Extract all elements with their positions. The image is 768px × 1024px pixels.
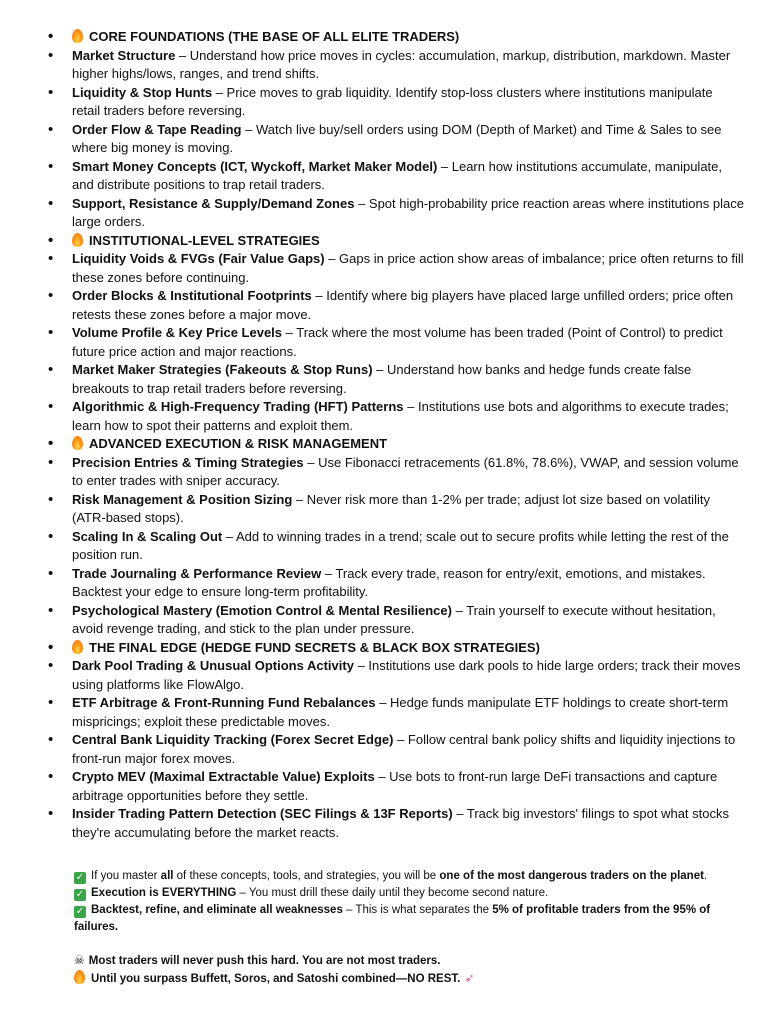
list-item [0,250,768,287]
item-description: – Understand how price moves in cycles: accumulation, markup, distribution, markdown. Master higher highs/lows, ranges, and trend shifts. [72,47,731,81]
item-term: Smart Money Concepts (ICT, Wyckoff, Market Maker Model) [72,158,438,174]
list-item [0,158,768,195]
bullet-list [0,28,768,842]
note-execution: ✓ Execution is EVERYTHING – You must drill these daily until they become second nature. [75,887,549,900]
item-description: – Learn how institutions accumulate, manipulate, and distribute positions to trap retail traders. [72,158,722,192]
item-description: – Spot high-probability price reaction areas where institutions place large orders. [72,195,744,229]
item-term: Market Maker Strategies (Fakeouts & Stop Runs) [72,362,373,377]
section-title: THE FINAL EDGE (HEDGE FUND SECRETS & BLACK BOX STRATEGIES) [89,639,540,655]
list-item [0,768,768,805]
section-title: ADVANCED EXECUTION & RISK MANAGEMENT [89,436,388,451]
item-description: – Hedge funds manipulate ETF holdings to create short-term mispricings; exploit these predictable moves. [72,695,729,729]
bullet-marker: • [48,287,54,304]
item-term: Dark Pool Trading & Unusual Options Activity [72,658,354,673]
item-term: Liquidity & Stop Hunts [72,84,213,100]
item-term: Algorithmic & High-Frequency Trading (HFT) Patterns [72,399,404,414]
item-description: – Add to winning trades in a trend; scale out to secure profits while letting the rest of the position run. [72,528,729,562]
bullet-marker: • [48,490,54,508]
bullet-marker: • [48,398,54,415]
bullet-marker: • [48,194,54,212]
bullet-marker: • [48,361,54,378]
bullet-marker: • [48,435,54,452]
list-item [0,195,768,232]
bullet-marker: • [48,768,54,785]
section-header [0,232,768,251]
note-backtest: ✓ Backtest, refine, and eliminate all weaknesses – This is what separates the 5% of profitable traders from the 95% of failures. [74,904,711,933]
item-term: Order Blocks & Institutional Footprints [72,288,312,303]
item-term: Support, Resistance & Supply/Demand Zones [72,195,355,211]
item-term: Liquidity Voids & FVGs (Fair Value Gaps) [72,251,325,266]
list-item [0,731,768,768]
item-term: Crypto MEV (Maximal Extractable Value) Exploits [72,769,375,784]
bullet-marker: • [48,28,54,45]
bullet-marker: • [48,83,54,101]
bullet-marker: • [48,805,54,822]
list-item [0,528,768,565]
note-most-traders: ☠ Most traders will never push this hard. You are not most traders. [74,953,441,967]
item-description: – Use bots to front-run large DeFi transactions and capture arbitrage opportunities before they settle. [72,769,718,803]
fire-icon [72,233,83,247]
list-item [0,657,768,694]
item-description: – Institutions use dark pools to hide large orders; track their moves using platforms like FlowAlgo. [72,658,741,692]
item-description: – Identify where big players have placed large unfilled orders; price often retests these zones before a major move. [72,288,734,322]
list-item [0,565,768,602]
check-box-icon: ✓ [75,906,85,917]
list-item [0,121,768,158]
item-description: – Track where the most volume has been traded (Point of Control) to predict future price action and major reactions. [72,325,723,359]
item-description: – Follow central bank policy shifts and liquidity injections to front-run major forex moves. [72,732,736,766]
list-item [0,287,768,324]
bullet-marker: • [48,120,54,138]
bullet-marker: • [48,638,54,656]
note-master: ✓ If you master all of these concepts, tools, and strategies, you will be one of the most dangerous traders on the planet. [75,870,708,883]
list-item [0,398,768,435]
note-no-rest: Until you surpass Buffett, Soros, and Satoshi combined—NO REST. ➶ [74,970,744,988]
section-title: INSTITUTIONAL-LEVEL STRATEGIES [89,232,320,248]
bullet-marker: • [48,601,54,619]
section-header [0,28,768,47]
bullet-marker: • [48,157,54,175]
item-description: – Use Fibonacci retracements (61.8%, 78.6%), VWAP, and session volume to enter trades with sniper accuracy. [72,454,739,488]
bullet-marker: • [48,250,54,267]
closing-notes [74,868,744,988]
bullet-marker: • [48,46,54,64]
bullet-marker: • [48,694,54,711]
item-term: Insider Trading Pattern Detection (SEC Filings & 13F Reports) [72,806,453,821]
list-item [0,602,768,639]
item-description: – Track big investors' filings to spot what stocks they're accumulating before the market reacts. [72,806,729,840]
bullet-marker: • [48,564,54,582]
section-title: CORE FOUNDATIONS (THE BASE OF ALL ELITE TRADERS) [89,29,460,44]
item-term: Order Flow & Tape Reading [72,121,242,137]
item-description: – Institutions use bots and algorithms to execute trades; learn how to spot their patterns and exploit them. [72,399,729,433]
bullet-marker: • [48,324,54,341]
item-term: Precision Entries & Timing Strategies [72,454,304,470]
item-description: – Track every trade, reason for entry/exit, emotions, and mistakes. Backtest your edge to ensure long-term profitability. [72,565,706,599]
item-term: Volume Profile & Key Price Levels [72,325,283,340]
list-item [0,361,768,398]
list-item [0,47,768,84]
check-box-icon: ✓ [75,889,85,900]
bullet-marker: • [48,731,54,748]
fire-icon [72,640,83,654]
bullet-marker: • [48,657,54,674]
item-description: – Gaps in price action show areas of imbalance; price often returns to fill these zones before continuing. [72,251,744,285]
fire-icon [72,29,83,43]
section-header [0,639,768,658]
bullet-marker: • [48,453,54,471]
list-item [0,491,768,528]
item-term: ETF Arbitrage & Front-Running Fund Rebalances [72,695,376,710]
item-description: – Price moves to grab liquidity. Identify stop-loss clusters where institutions manipulate retail traders before reversing. [72,84,713,118]
item-description: – Train yourself to execute without hesitation, avoid revenge trading, and stick to the plan under pressure. [72,602,716,636]
list-item [0,84,768,121]
list-item [0,454,768,491]
item-term: Central Bank Liquidity Tracking (Forex Secret Edge) [72,732,394,747]
item-description: – Never risk more than 1-2% per trade; adjust lot size based on volatility (ATR-based stops). [72,491,710,525]
item-term: Trade Journaling & Performance Review [72,565,322,581]
list-item [0,324,768,361]
item-description: – Understand how banks and hedge funds create false breakouts to trap retail traders before reversing. [72,362,692,396]
fire-icon [74,970,85,984]
item-term: Risk Management & Position Sizing [72,491,293,507]
skull-icon: ☠ [74,953,85,967]
fire-icon [72,436,83,450]
item-description: – Watch live buy/sell orders using DOM (Depth of Market) and Time & Sales to see where big money is moving. [72,121,722,155]
check-box-icon: ✓ [75,872,85,883]
bullet-marker: • [48,527,54,545]
bullet-marker: • [48,231,54,249]
item-term: Market Structure [72,47,176,63]
section-header [0,435,768,454]
item-term: Psychological Mastery (Emotion Control & Mental Resilience) [72,602,452,618]
list-item [0,694,768,731]
rocket-icon: ➶ [464,971,475,985]
item-term: Scaling In & Scaling Out [72,528,223,544]
list-item [0,805,768,842]
